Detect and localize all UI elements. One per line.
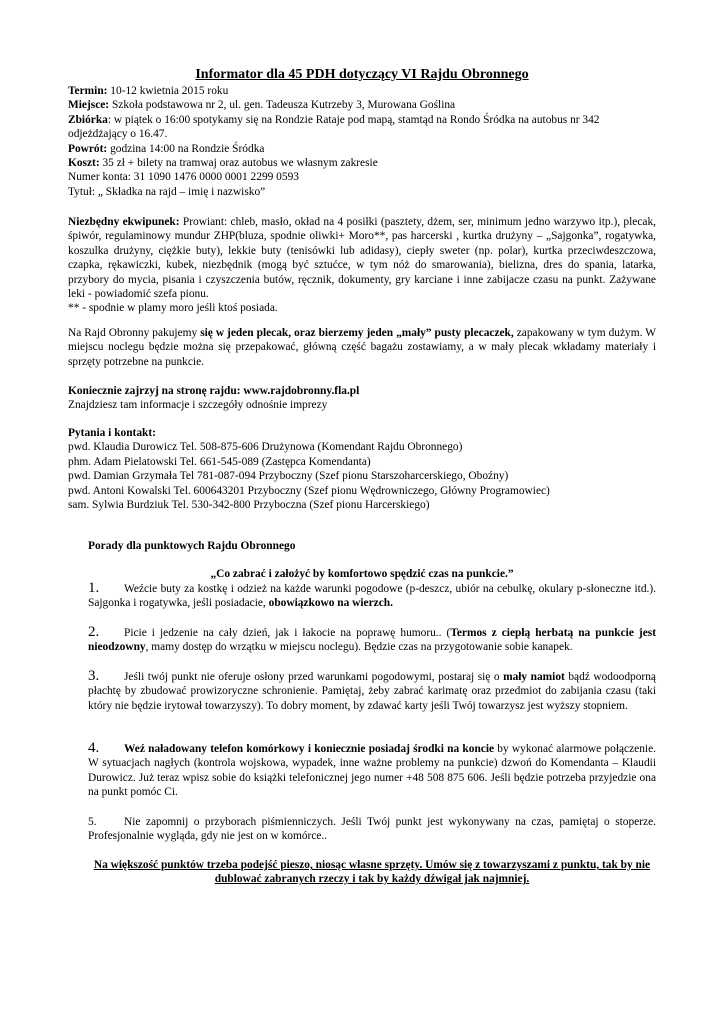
porada-4-bold: Weź naładowany telefon komórkowy i koniecznie posiadaj środki na koncie: [124, 743, 495, 755]
powrot-line: [68, 142, 656, 156]
powrot-label: Powrót:: [68, 142, 108, 155]
porada-number: 1.: [88, 580, 100, 596]
plecak-bold: się w jeden plecak, oraz bierzemy jeden „mały” pusty plecaczek,: [200, 327, 514, 339]
porada-item-4: [88, 741, 656, 800]
porada-item-3-text: [88, 669, 656, 713]
strona-label-text: Koniecznie zajrzyj na stronę rajdu: www.rajdobronny.fla.pl: [68, 385, 360, 397]
kontakt-label: [68, 426, 656, 440]
porada-1-text: Weźcie buty za kostkę i odzież na każde warunki pogodowe (p-deszcz, ubiór na cebulkę, okulary p-słoneczne itd.). Sajgonka i rogatywka, jeśli posiadacie,: [88, 583, 656, 610]
porady-footer: [88, 858, 656, 887]
porada-2-text-1: Picie i jedzenie na cały dzień, jak i łakocie na poprawę humoru.. (: [124, 627, 451, 639]
kontakt-line: pwd. Damian Grzymała Tel 781-087-094 Przyboczny (Szef pionu Starszoharcerskiego, Oboźny): [68, 470, 509, 483]
miejsce-label: Miejsce:: [68, 99, 110, 112]
porady-subheading: [68, 567, 656, 581]
termin-line: [68, 84, 656, 98]
strona-block: [68, 384, 656, 413]
porada-number: 5.: [88, 816, 97, 828]
plecak-paragraph: [68, 326, 656, 369]
plecak-text-1: Na Rajd Obronny pakujemy: [68, 327, 201, 339]
porada-item-2: [88, 625, 656, 655]
koszt-line: [68, 156, 656, 170]
miejsce-value: Szkoła podstawowa nr 2, ul. gen. Tadeusza Kutrzeby 3, Murowana Goślina: [109, 99, 456, 112]
porada-item-4-text: [88, 741, 656, 800]
kontakt-line: pwd. Antoni Kowalski Tel. 600643201 Przyboczny (Szef pionu Wędrowniczego, Główny Programowiec): [68, 484, 550, 497]
termin-label: Termin:: [68, 85, 108, 97]
porada-5-text: Nie zapomnij o przyborach piśmienniczych. Jeśli Twój punkt jest wykonywany na czas, pamiętaj o stoperze. Profesjonalnie wygląda, gdy nie jest on w komórce..: [88, 816, 656, 843]
porada-item-2-text: [88, 625, 656, 655]
porady-heading: [88, 539, 676, 553]
ekwipunek-note: ** - spodnie w plamy moro jeśli ktoś posiada.: [68, 302, 278, 315]
ekwipunek-paragraph: [68, 215, 656, 301]
porada-item-3: [88, 669, 656, 713]
zbiorka-label: Zbiórka: [68, 113, 108, 126]
kontakt-line: phm. Adam Pielatowski Tel. 661-545-089 (Zastępca Komendanta): [68, 455, 371, 468]
porada-item-1: [88, 581, 656, 611]
porada-item-5-text: [88, 815, 656, 844]
strona-label: [68, 384, 656, 398]
porada-item-1-text: [88, 581, 656, 611]
powrot-value: godzina 14:00 na Rondzie Śródka: [107, 142, 265, 155]
porada-number: 4.: [88, 740, 100, 756]
kontakt-block: [68, 426, 656, 512]
ekwipunek-block: [68, 215, 656, 316]
porada-3-text-1: Jeśli twój punkt nie oferuje osłony przed warunkami pogodowymi, postaraj się o: [124, 671, 504, 683]
ekwipunek-text: Prowiant: chleb, masło, okład na 4 posiłki (pasztety, dżem, ser, minimum jedno warzywo itp.), plecak, śpiwór, regulaminowy mundur ZHP(bluza, spodnie oliwki+ Moro**, pas harcerski , kurtka drużyny – „Sajgonka”, rogatywka, koszulka drużyny, ciężkie buty), lekkie buty (tenisówki lub adidasy), ciepły sweter (np. polar), kurtka przeciwdeszczowa, czapka, rękawiczki, kubek, niezbędnik (mogą być sztućce, w tym nóż do smarowania), bielizna, dres do spania, latarka, przybory do mycia, pisania i czyszczenia butów, ręcznik, dokumenty, gry karciane i inne zabijacze czasu na punkt. Zażywane leki - powiadomić szefa pionu.: [68, 216, 656, 301]
porady-heading-text: Porady dla punktowych Rajdu Obronnego: [88, 540, 296, 552]
porada-4-text: by wykonać alarmowe połączenie. W sytuacjach nagłych (kontrola wojskowa, wypadek, inne ważne problemy na punkcie) dzwoń do Komendanta – Klaudii Durowicz. Już teraz wpisz sobie do książki telefonicznej jego numer +48 508 875 606. Jeśli będzie potrzeba przyjedzie ona na punkt pomóc Ci.: [88, 743, 656, 799]
porada-number: 3.: [88, 668, 100, 684]
zbiorka-value: : w piątek o 16:00 spotykamy się na Rondzie Rataje pod mapą, stamtąd na Rondo Śródka na autobus nr 342 odjeżdżający o 16.47.: [68, 113, 600, 141]
porada-number: 2.: [88, 624, 100, 640]
kontakt-line: pwd. Klaudia Durowicz Tel. 508-875-606 Drużynowa (Komendant Rajdu Obronnego): [68, 441, 463, 454]
porada-item-5: [88, 815, 656, 844]
plecak-block: [68, 326, 656, 369]
info-block: [68, 84, 656, 199]
porady-footer-text: Na większość punktów trzeba podejść pieszo, niosąc własne sprzęty. Umów się z towarzyszami z punktu, tak by nie dublować zabranych rzeczy i tak by każdy dźwigał jak najmniej.: [93, 859, 651, 886]
ekwipunek-label: Niezbędny ekwipunek:: [68, 216, 180, 228]
porada-2-text-2: , mamy dostęp do wrzątku w miejscu noclegu). Będzie czas na przygotowanie sobie kanapek.: [145, 641, 573, 654]
konto-line: Numer konta: 31 1090 1476 0000 0001 2299 0593: [68, 171, 299, 184]
termin-value: 10-12 kwietnia 2015 roku: [107, 85, 229, 97]
porada-3-bold: mały namiot: [503, 671, 565, 683]
plecak-text-2: zapakowany w tym dużym. W miejscu noclegu będzie można się przepakować, główną część bagażu zostawiamy, a w mały plecak wkładamy materiały i sprzęty potrzebne na punkcie.: [68, 327, 656, 368]
strona-text: Znajdziesz tam informacje i szczegóły odnośnie imprezy: [68, 399, 328, 412]
porady-subheading-text: „Co zabrać i założyć by komfortowo spędzić czas na punkcie.”: [210, 568, 514, 580]
tytul-line: Tytuł: „ Składka na rajd – imię i nazwisko”: [68, 185, 266, 198]
porada-2-bold: Termos z ciepłą herbatą na punkcie jest nieodzowny: [88, 627, 656, 654]
koszt-value: 35 zł + bilety na tramwaj oraz autobus we własnym zakresie: [99, 157, 378, 170]
page-title: Informator dla 45 PDH dotyczący VI Rajdu Obronnego: [195, 67, 529, 82]
porada-1-bold: obowiązkowo na wierzch.: [268, 597, 393, 610]
miejsce-line: [68, 98, 656, 112]
kontakt-line: sam. Sylwia Burdziuk Tel. 530-342-800 Przyboczna (Szef pionu Harcerskiego): [68, 499, 430, 512]
koszt-label: Koszt:: [68, 157, 100, 170]
porada-3-text-2: bądź wodoodporną płachtę by zbudować prowizoryczne schronienie. Pamiętaj, żeby zabrać karimatę oraz przedmiot do zabijania czasu (taki który nie będzie irytował towarzyszy). To dobry moment, by zdawać karty jeśli Twój towarzysz jest wyższy stopniem.: [88, 671, 656, 712]
kontakt-label-text: Pytania i kontakt:: [68, 427, 156, 439]
zbiorka-line: [68, 113, 656, 142]
